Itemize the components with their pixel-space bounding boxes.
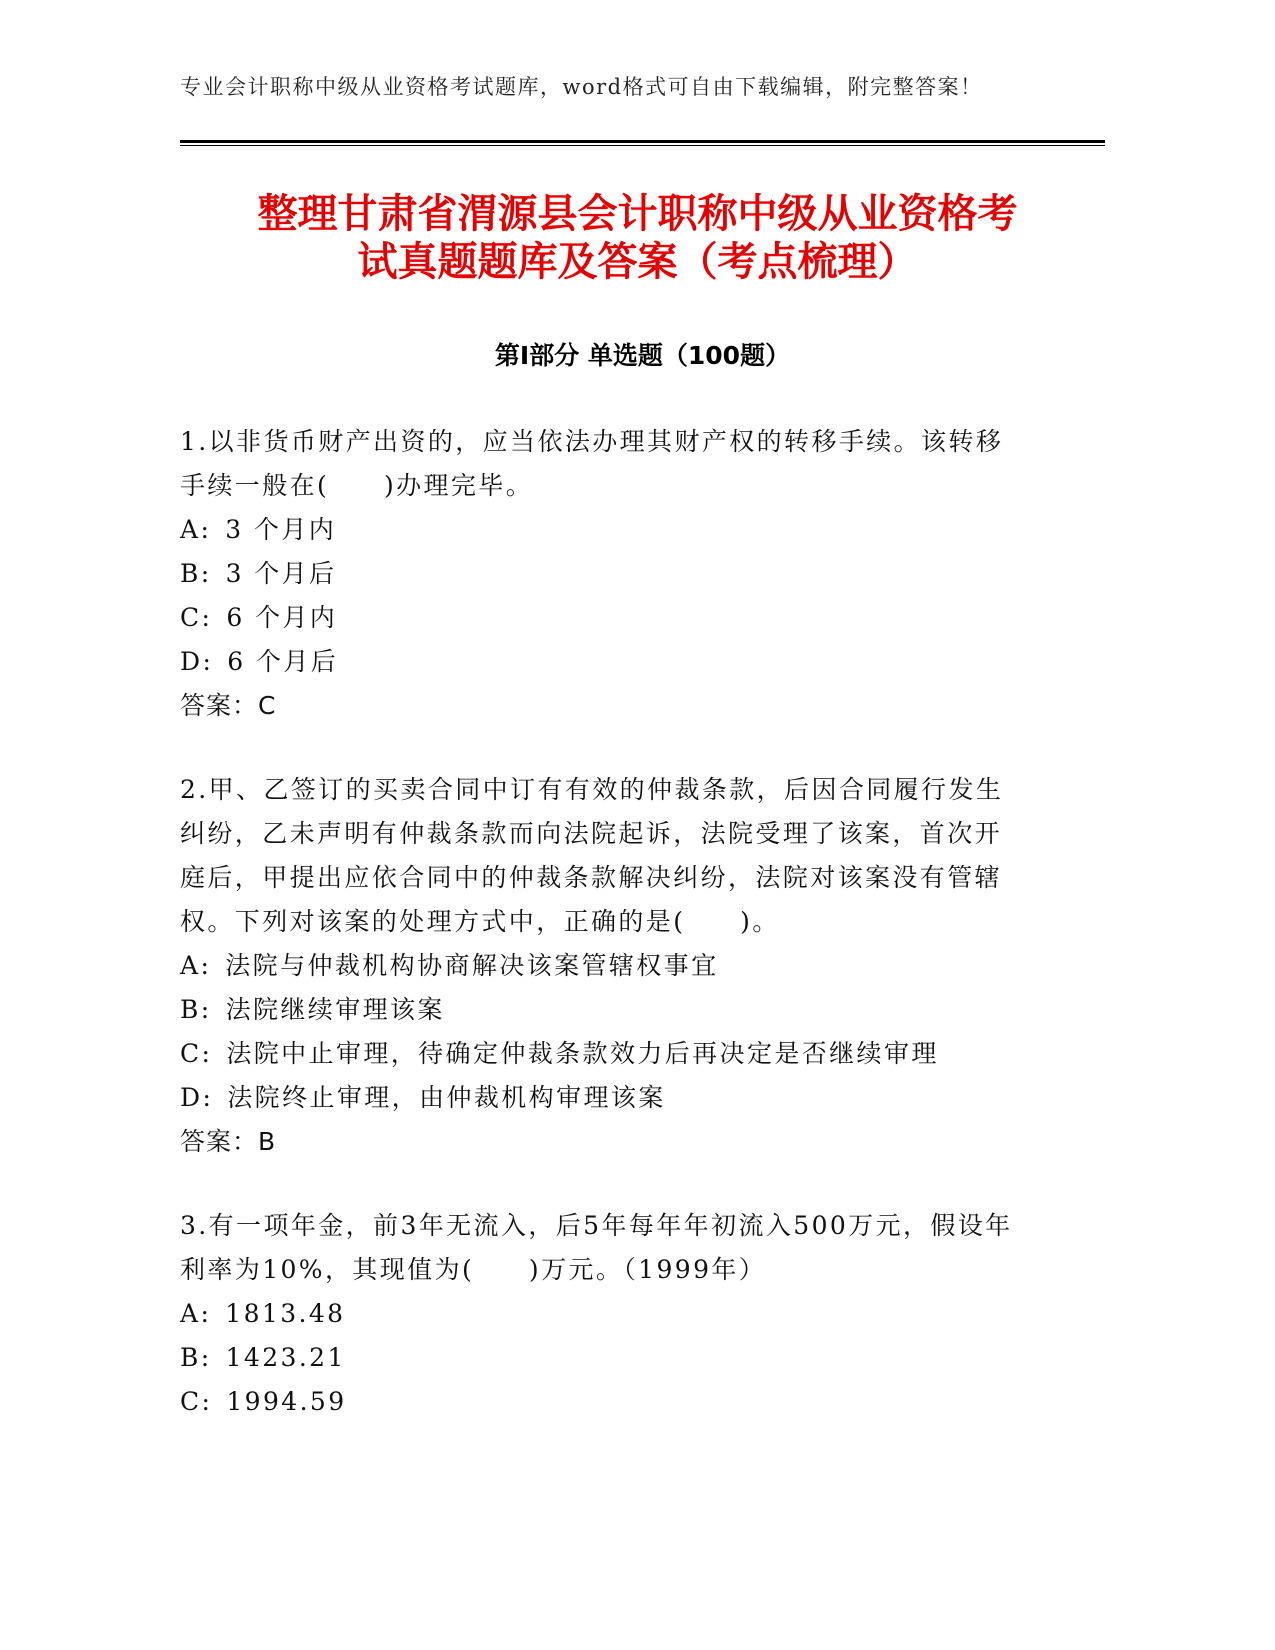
option-d: [180, 640, 1020, 684]
option-text: 法院与仲裁机构协商解决该案管辖权事宜: [225, 951, 719, 980]
document-title: [150, 190, 1125, 286]
section-title: 第Ⅰ部分 单选题（100题）: [494, 341, 791, 370]
answer-label: 答案：B: [180, 1127, 277, 1156]
answer-label: 答案：C: [180, 691, 277, 720]
option-b: [180, 552, 1020, 596]
option-text: 6 个月内: [226, 603, 338, 632]
option-text: 1423.21: [225, 1343, 346, 1372]
option-key: C:: [180, 603, 213, 632]
option-a: [180, 944, 1020, 988]
option-text: 1813.48: [225, 1299, 346, 1328]
option-key: D:: [180, 1083, 214, 1112]
option-a: [180, 508, 1020, 552]
option-key: A:: [180, 1299, 212, 1328]
question-stem: 1.以非货币财产出资的，应当依法办理其财产权的转移手续。该转移手续一般在( )办理完毕。: [180, 427, 1004, 500]
option-b: [180, 1336, 1020, 1380]
option-c: [180, 596, 1020, 640]
option-key: A:: [180, 951, 212, 980]
option-key: A:: [180, 515, 212, 544]
option-key: C:: [180, 1387, 213, 1416]
option-key: B:: [180, 995, 212, 1024]
question-stem: 3.有一项年金，前3年无流入，后5年每年年初流入500万元，假设年利率为10%，其现值为( )万元。（1999年）: [180, 1211, 1013, 1284]
option-key: B:: [180, 559, 212, 588]
option-a: [180, 1292, 1020, 1336]
option-text: 法院终止审理，由仲裁机构审理该案: [227, 1083, 666, 1112]
question-2: [180, 768, 1020, 1164]
option-key: B:: [180, 1343, 212, 1372]
option-text: 1994.59: [226, 1387, 347, 1416]
question-3: [180, 1204, 1020, 1424]
question-list: [180, 420, 1020, 1464]
option-text: 法院继续审理该案: [225, 995, 445, 1024]
option-text: 6 个月后: [227, 647, 339, 676]
option-c: [180, 1032, 1020, 1076]
header-divider-thick: [180, 140, 1105, 143]
option-text: 法院中止审理，待确定仲裁条款效力后再决定是否继续审理: [226, 1039, 939, 1068]
option-c: [180, 1380, 1020, 1424]
document-title-line-2: 试真题题库及答案（考点梳理）: [357, 239, 918, 285]
option-b: [180, 988, 1020, 1032]
header-note: 专业会计职称中级从业资格考试题库，word格式可自由下载编辑，附完整答案！: [180, 75, 983, 99]
option-key: C:: [180, 1039, 213, 1068]
option-key: D:: [180, 647, 214, 676]
option-text: 3 个月内: [225, 515, 337, 544]
question-1: [180, 420, 1020, 728]
option-text: 3 个月后: [225, 559, 337, 588]
header-divider-thin: [180, 145, 1105, 146]
option-d: [180, 1076, 1020, 1120]
question-stem: 2.甲、乙签订的买卖合同中订有有效的仲裁条款，后因合同履行发生纠纷，乙未声明有仲裁条款而向法院起诉，法院受理了该案，首次开庭后，甲提出应依合同中的仲裁条款解决纠纷，法院对该案没有管辖权。下列对该案的处理方式中，正确的是( )。: [180, 775, 1004, 936]
document-title-line-1: 整理甘肃省渭源县会计职称中级从业资格考: [257, 191, 1018, 237]
